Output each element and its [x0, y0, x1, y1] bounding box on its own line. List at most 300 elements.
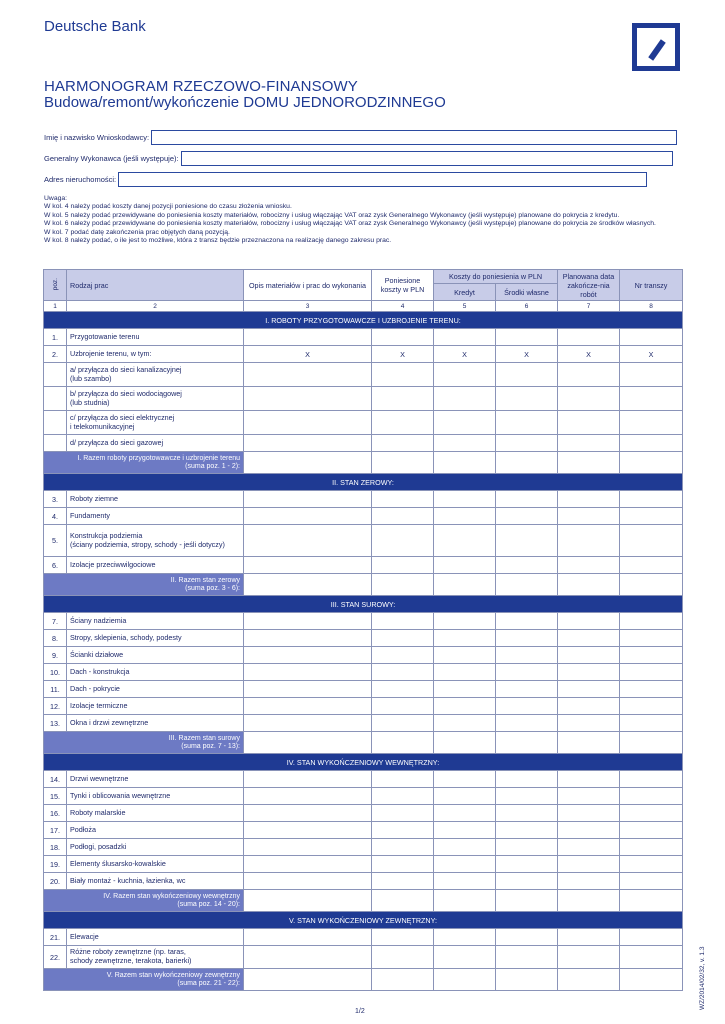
section-header-row [44, 312, 683, 329]
row-work-type: d/ przyłącza do sieci gazowej [67, 435, 244, 452]
row-work-type: Podłogi, posadzki [67, 839, 244, 856]
sum-transza-cell[interactable] [620, 890, 683, 912]
section-title: IV. STAN WYKOŃCZENIOWY WEWNĘTRZNY: [44, 754, 683, 771]
col-header-rodzaj: Rodzaj prac [67, 270, 244, 301]
transza-cell[interactable] [620, 435, 683, 452]
kredyt-cell[interactable]: X [434, 346, 496, 363]
col-number: 7 [558, 301, 620, 312]
srodki-cell[interactable] [496, 491, 558, 508]
srodki-cell[interactable] [496, 873, 558, 890]
opis-cell[interactable] [244, 387, 372, 411]
row-work-type: c/ przyłącza do sieci elektrycznej i telekomunikacyjnej [67, 411, 244, 435]
srodki-cell[interactable] [496, 329, 558, 346]
page-number: 1/2 [355, 1008, 365, 1015]
table-row [44, 929, 683, 946]
row-number: 12. [44, 698, 67, 715]
note-line: W kol. 4 należy podać koszty danej pozycji poniesione do czasu złożenia wniosku. [44, 203, 292, 211]
transza-cell[interactable] [620, 946, 683, 969]
poniesione-cell[interactable] [372, 329, 434, 346]
data-cell[interactable] [558, 856, 620, 873]
col-header-kredyt: Kredyt [434, 284, 496, 301]
opis-cell[interactable] [244, 647, 372, 664]
kredyt-cell[interactable] [434, 839, 496, 856]
poniesione-cell[interactable] [372, 715, 434, 732]
table-row [44, 329, 683, 346]
row-number: 6. [44, 557, 67, 574]
kredyt-cell[interactable] [434, 491, 496, 508]
table-row [44, 698, 683, 715]
data-cell[interactable] [558, 363, 620, 387]
kredyt-cell[interactable] [434, 698, 496, 715]
row-work-type: Elewacje [67, 929, 244, 946]
table-row [44, 647, 683, 664]
sum-srodki-cell[interactable] [496, 890, 558, 912]
table-row [44, 822, 683, 839]
row-work-type: Izolacje przeciwwilgociowe [67, 557, 244, 574]
sum-kredyt-cell[interactable] [434, 574, 496, 596]
poniesione-cell[interactable] [372, 681, 434, 698]
sum-transza-cell[interactable] [620, 732, 683, 754]
section-sum-label: IV. Razem stan wykończeniowy wewnętrzny (suma poz. 14 - 20): [44, 890, 244, 912]
sum-data-cell[interactable] [558, 452, 620, 474]
srodki-cell[interactable] [496, 525, 558, 557]
address-input[interactable] [118, 172, 647, 187]
table-row [44, 805, 683, 822]
transza-cell[interactable] [620, 363, 683, 387]
poniesione-cell[interactable] [372, 557, 434, 574]
row-number: 2. [44, 346, 67, 363]
opis-cell[interactable] [244, 771, 372, 788]
srodki-cell[interactable] [496, 664, 558, 681]
data-cell[interactable] [558, 946, 620, 969]
data-cell[interactable] [558, 788, 620, 805]
srodki-cell[interactable] [496, 805, 558, 822]
section-sum-row [44, 452, 683, 474]
opis-cell[interactable] [244, 681, 372, 698]
section-title: III. STAN SUROWY: [44, 596, 683, 613]
data-cell[interactable] [558, 525, 620, 557]
opis-cell[interactable] [244, 329, 372, 346]
opis-cell[interactable] [244, 715, 372, 732]
data-cell[interactable] [558, 698, 620, 715]
col-number: 6 [496, 301, 558, 312]
opis-cell[interactable] [244, 873, 372, 890]
transza-cell[interactable] [620, 508, 683, 525]
row-number: 22. [44, 946, 67, 969]
kredyt-cell[interactable] [434, 329, 496, 346]
opis-cell[interactable] [244, 508, 372, 525]
section-title: V. STAN WYKOŃCZENIOWY ZEWNĘTRZNY: [44, 912, 683, 929]
page-subtitle: Budowa/remont/wykończenie DOMU JEDNORODZINNEGO [44, 94, 446, 111]
sum-opis-cell[interactable] [244, 452, 372, 474]
section-header-row [44, 474, 683, 491]
table-row [44, 435, 683, 452]
kredyt-cell[interactable] [434, 363, 496, 387]
col-number: 5 [434, 301, 496, 312]
opis-cell[interactable] [244, 929, 372, 946]
table-row [44, 788, 683, 805]
sum-data-cell[interactable] [558, 732, 620, 754]
poniesione-cell[interactable] [372, 411, 434, 435]
poniesione-cell[interactable] [372, 822, 434, 839]
srodki-cell[interactable] [496, 630, 558, 647]
table-row [44, 856, 683, 873]
srodki-cell[interactable] [496, 647, 558, 664]
opis-cell[interactable] [244, 363, 372, 387]
row-work-type: Przygotowanie terenu [67, 329, 244, 346]
row-work-type: Elementy ślusarsko-kowalskie [67, 856, 244, 873]
kredyt-cell[interactable] [434, 664, 496, 681]
sum-srodki-cell[interactable] [496, 574, 558, 596]
poniesione-cell[interactable] [372, 698, 434, 715]
data-cell[interactable] [558, 839, 620, 856]
sum-srodki-cell[interactable] [496, 732, 558, 754]
row-number: 9. [44, 647, 67, 664]
poniesione-cell[interactable] [372, 613, 434, 630]
sum-kredyt-cell[interactable] [434, 732, 496, 754]
transza-cell[interactable] [620, 873, 683, 890]
table-row [44, 346, 683, 363]
poniesione-cell[interactable] [372, 491, 434, 508]
sum-kredyt-cell[interactable] [434, 452, 496, 474]
data-cell[interactable] [558, 647, 620, 664]
data-cell[interactable] [558, 491, 620, 508]
transza-cell[interactable] [620, 491, 683, 508]
poniesione-cell[interactable] [372, 805, 434, 822]
row-number: 13. [44, 715, 67, 732]
opis-cell[interactable] [244, 411, 372, 435]
srodki-cell[interactable] [496, 557, 558, 574]
col-header-poz: poz. [44, 270, 67, 301]
table-row [44, 363, 683, 387]
section-header-row [44, 754, 683, 771]
opis-cell[interactable] [244, 788, 372, 805]
deutsche-bank-logo [632, 23, 680, 71]
transza-cell[interactable] [620, 805, 683, 822]
kredyt-cell[interactable] [434, 771, 496, 788]
data-cell[interactable]: X [558, 346, 620, 363]
data-cell[interactable] [558, 805, 620, 822]
data-cell[interactable] [558, 508, 620, 525]
srodki-cell[interactable] [496, 363, 558, 387]
poniesione-cell[interactable] [372, 856, 434, 873]
table-row [44, 630, 683, 647]
sum-transza-cell[interactable] [620, 969, 683, 991]
transza-cell[interactable] [620, 822, 683, 839]
table-row [44, 873, 683, 890]
section-sum-row [44, 890, 683, 912]
transza-cell[interactable] [620, 613, 683, 630]
data-cell[interactable] [558, 681, 620, 698]
contractor-label: Generalny Wykonawca (jeśli występuje): [44, 153, 179, 163]
brand-name: Deutsche Bank [44, 18, 146, 35]
srodki-cell[interactable] [496, 771, 558, 788]
row-work-type: Roboty malarskie [67, 805, 244, 822]
sum-kredyt-cell[interactable] [434, 969, 496, 991]
section-sum-label: II. Razem stan zerowy (suma poz. 3 - 6): [44, 574, 244, 596]
srodki-cell[interactable] [496, 929, 558, 946]
note-line: W kol. 5 należy podać przewidywane do poniesienia koszty materiałów, robocizny i usług włączając VAT oraz zysk Generalnego Wykonawcy (jeśli występuje) planowane do pokrycia z kredytu. [44, 211, 620, 219]
address-row [44, 171, 647, 187]
section-sum-label: V. Razem stan wykończeniowy zewnętrzny (suma poz. 21 - 22): [44, 969, 244, 991]
opis-cell[interactable] [244, 630, 372, 647]
opis-cell[interactable] [244, 664, 372, 681]
sum-kredyt-cell[interactable] [434, 890, 496, 912]
poniesione-cell[interactable] [372, 839, 434, 856]
row-number: 4. [44, 508, 67, 525]
poniesione-cell[interactable] [372, 508, 434, 525]
note-line: Uwaga: [44, 195, 68, 202]
sum-data-cell[interactable] [558, 969, 620, 991]
transza-cell[interactable] [620, 525, 683, 557]
kredyt-cell[interactable] [434, 788, 496, 805]
table-row [44, 946, 683, 969]
srodki-cell[interactable] [496, 681, 558, 698]
poniesione-cell[interactable] [372, 873, 434, 890]
row-number: 3. [44, 491, 67, 508]
kredyt-cell[interactable] [434, 387, 496, 411]
transza-cell[interactable] [620, 664, 683, 681]
srodki-cell[interactable] [496, 411, 558, 435]
srodki-cell[interactable] [496, 698, 558, 715]
kredyt-cell[interactable] [434, 435, 496, 452]
row-work-type: Uzbrojenie terenu, w tym: [67, 346, 244, 363]
table-row [44, 387, 683, 411]
opis-cell[interactable] [244, 822, 372, 839]
srodki-cell[interactable] [496, 715, 558, 732]
poniesione-cell[interactable] [372, 771, 434, 788]
transza-cell[interactable] [620, 329, 683, 346]
sum-opis-cell[interactable] [244, 890, 372, 912]
sum-data-cell[interactable] [558, 574, 620, 596]
srodki-cell[interactable] [496, 839, 558, 856]
row-number: 20. [44, 873, 67, 890]
row-number: 18. [44, 839, 67, 856]
opis-cell[interactable] [244, 435, 372, 452]
poniesione-cell[interactable] [372, 664, 434, 681]
table-row [44, 525, 683, 557]
address-label: Adres nieruchomości: [44, 174, 117, 184]
sum-transza-cell[interactable] [620, 452, 683, 474]
table-row [44, 508, 683, 525]
table-row [44, 557, 683, 574]
table-row [44, 681, 683, 698]
sum-poniesione-cell[interactable] [372, 452, 434, 474]
section-title: II. STAN ZEROWY: [44, 474, 683, 491]
poniesione-cell[interactable] [372, 363, 434, 387]
poniesione-cell[interactable] [372, 647, 434, 664]
data-cell[interactable] [558, 329, 620, 346]
row-work-type: Fundamenty [67, 508, 244, 525]
srodki-cell[interactable] [496, 946, 558, 969]
row-work-type: Konstrukcja podziemia (ściany podziemia, stropy, schody - jeśli dotyczy) [67, 525, 244, 557]
note-line: W kol. 7 podać datę zakończenia prac objętych daną pozycją. [44, 228, 230, 236]
row-work-type: Dach - pokrycie [67, 681, 244, 698]
srodki-cell[interactable] [496, 435, 558, 452]
kredyt-cell[interactable] [434, 630, 496, 647]
kredyt-cell[interactable] [434, 613, 496, 630]
sum-data-cell[interactable] [558, 890, 620, 912]
poniesione-cell[interactable] [372, 946, 434, 969]
srodki-cell[interactable]: X [496, 346, 558, 363]
row-number [44, 435, 67, 452]
srodki-cell[interactable] [496, 613, 558, 630]
row-work-type: Podłoża [67, 822, 244, 839]
row-number [44, 411, 67, 435]
data-cell[interactable] [558, 929, 620, 946]
data-cell[interactable] [558, 715, 620, 732]
table-row [44, 613, 683, 630]
srodki-cell[interactable] [496, 788, 558, 805]
col-number: 4 [372, 301, 434, 312]
kredyt-cell[interactable] [434, 715, 496, 732]
section-title: I. ROBOTY PRZYGOTOWAWCZE I UZBROJENIE TERENU: [44, 312, 683, 329]
kredyt-cell[interactable] [434, 647, 496, 664]
sum-opis-cell[interactable] [244, 969, 372, 991]
kredyt-cell[interactable] [434, 929, 496, 946]
sum-poniesione-cell[interactable] [372, 732, 434, 754]
contractor-input[interactable] [181, 151, 673, 166]
data-cell[interactable] [558, 822, 620, 839]
table-row [44, 771, 683, 788]
opis-cell[interactable] [244, 698, 372, 715]
row-number: 1. [44, 329, 67, 346]
row-number: 21. [44, 929, 67, 946]
kredyt-cell[interactable] [434, 681, 496, 698]
col-number: 1 [44, 301, 67, 312]
col-header-srodki: Środki własne [496, 284, 558, 301]
row-number: 5. [44, 525, 67, 557]
col-number: 3 [244, 301, 372, 312]
kredyt-cell[interactable] [434, 805, 496, 822]
col-header-nr-transzy: Nr transzy [620, 270, 683, 301]
kredyt-cell[interactable] [434, 525, 496, 557]
row-work-type: a/ przyłącza do sieci kanalizacyjnej (lub szambo) [67, 363, 244, 387]
opis-cell[interactable] [244, 856, 372, 873]
row-number: 10. [44, 664, 67, 681]
transza-cell[interactable] [620, 929, 683, 946]
col-number: 8 [620, 301, 683, 312]
data-cell[interactable] [558, 557, 620, 574]
srodki-cell[interactable] [496, 856, 558, 873]
kredyt-cell[interactable] [434, 856, 496, 873]
row-work-type: Dach - konstrukcja [67, 664, 244, 681]
data-cell[interactable] [558, 771, 620, 788]
table-row [44, 664, 683, 681]
data-cell[interactable] [558, 664, 620, 681]
col-header-poniesione: Poniesione koszty w PLN [372, 270, 434, 301]
transza-cell[interactable] [620, 557, 683, 574]
data-cell[interactable] [558, 435, 620, 452]
transza-cell[interactable]: X [620, 346, 683, 363]
applicant-row [44, 129, 677, 145]
transza-cell[interactable] [620, 387, 683, 411]
kredyt-cell[interactable] [434, 822, 496, 839]
srodki-cell[interactable] [496, 822, 558, 839]
opis-cell[interactable] [244, 557, 372, 574]
sum-srodki-cell[interactable] [496, 969, 558, 991]
poniesione-cell[interactable] [372, 525, 434, 557]
sum-transza-cell[interactable] [620, 574, 683, 596]
poniesione-cell[interactable] [372, 929, 434, 946]
sum-poniesione-cell[interactable] [372, 969, 434, 991]
poniesione-cell[interactable] [372, 387, 434, 411]
row-number: 7. [44, 613, 67, 630]
opis-cell[interactable] [244, 491, 372, 508]
kredyt-cell[interactable] [434, 557, 496, 574]
row-number: 17. [44, 822, 67, 839]
row-work-type: Izolacje termiczne [67, 698, 244, 715]
transza-cell[interactable] [620, 681, 683, 698]
row-work-type: Ściany nadziemia [67, 613, 244, 630]
transza-cell[interactable] [620, 647, 683, 664]
poniesione-cell[interactable] [372, 788, 434, 805]
opis-cell[interactable] [244, 525, 372, 557]
row-number: 16. [44, 805, 67, 822]
data-cell[interactable] [558, 411, 620, 435]
col-number: 2 [67, 301, 244, 312]
kredyt-cell[interactable] [434, 873, 496, 890]
opis-cell[interactable] [244, 613, 372, 630]
poniesione-cell[interactable]: X [372, 346, 434, 363]
srodki-cell[interactable] [496, 387, 558, 411]
sum-srodki-cell[interactable] [496, 452, 558, 474]
row-number: 8. [44, 630, 67, 647]
transza-cell[interactable] [620, 856, 683, 873]
kredyt-cell[interactable] [434, 508, 496, 525]
data-cell[interactable] [558, 630, 620, 647]
transza-cell[interactable] [620, 411, 683, 435]
data-cell[interactable] [558, 387, 620, 411]
transza-cell[interactable] [620, 715, 683, 732]
sum-opis-cell[interactable] [244, 574, 372, 596]
data-cell[interactable] [558, 873, 620, 890]
sum-poniesione-cell[interactable] [372, 574, 434, 596]
transza-cell[interactable] [620, 839, 683, 856]
transza-cell[interactable] [620, 771, 683, 788]
row-work-type: Biały montaż - kuchnia, łazienka, wc [67, 873, 244, 890]
poniesione-cell[interactable] [372, 435, 434, 452]
kredyt-cell[interactable] [434, 946, 496, 969]
opis-cell[interactable] [244, 946, 372, 969]
poniesione-cell[interactable] [372, 630, 434, 647]
row-work-type: Okna i drzwi zewnętrzne [67, 715, 244, 732]
row-work-type: Stropy, sklepienia, schody, podesty [67, 630, 244, 647]
transza-cell[interactable] [620, 698, 683, 715]
section-sum-label: I. Razem roboty przygotowawcze i uzbrojenie terenu (suma poz. 1 - 2): [44, 452, 244, 474]
applicant-label: Imię i nazwisko Wnioskodawcy: [44, 132, 150, 142]
section-sum-row [44, 732, 683, 754]
sum-opis-cell[interactable] [244, 732, 372, 754]
transza-cell[interactable] [620, 788, 683, 805]
row-number: 14. [44, 771, 67, 788]
note-line: W kol. 6 należy podać przewidywane do poniesienia koszty materiałów, robocizny i usług włączając VAT oraz zysk Generalnego Wykonawcy (jeśli występuje) planowane do pokrycia ze środków własnych. [44, 220, 656, 228]
notes [44, 195, 684, 245]
row-work-type: Ścianki działowe [67, 647, 244, 664]
data-cell[interactable] [558, 613, 620, 630]
table-row [44, 715, 683, 732]
section-sum-row [44, 969, 683, 991]
srodki-cell[interactable] [496, 508, 558, 525]
table-row [44, 411, 683, 435]
applicant-input[interactable] [151, 130, 677, 145]
sum-poniesione-cell[interactable] [372, 890, 434, 912]
transza-cell[interactable] [620, 630, 683, 647]
opis-cell[interactable]: X [244, 346, 372, 363]
opis-cell[interactable] [244, 839, 372, 856]
opis-cell[interactable] [244, 805, 372, 822]
kredyt-cell[interactable] [434, 411, 496, 435]
